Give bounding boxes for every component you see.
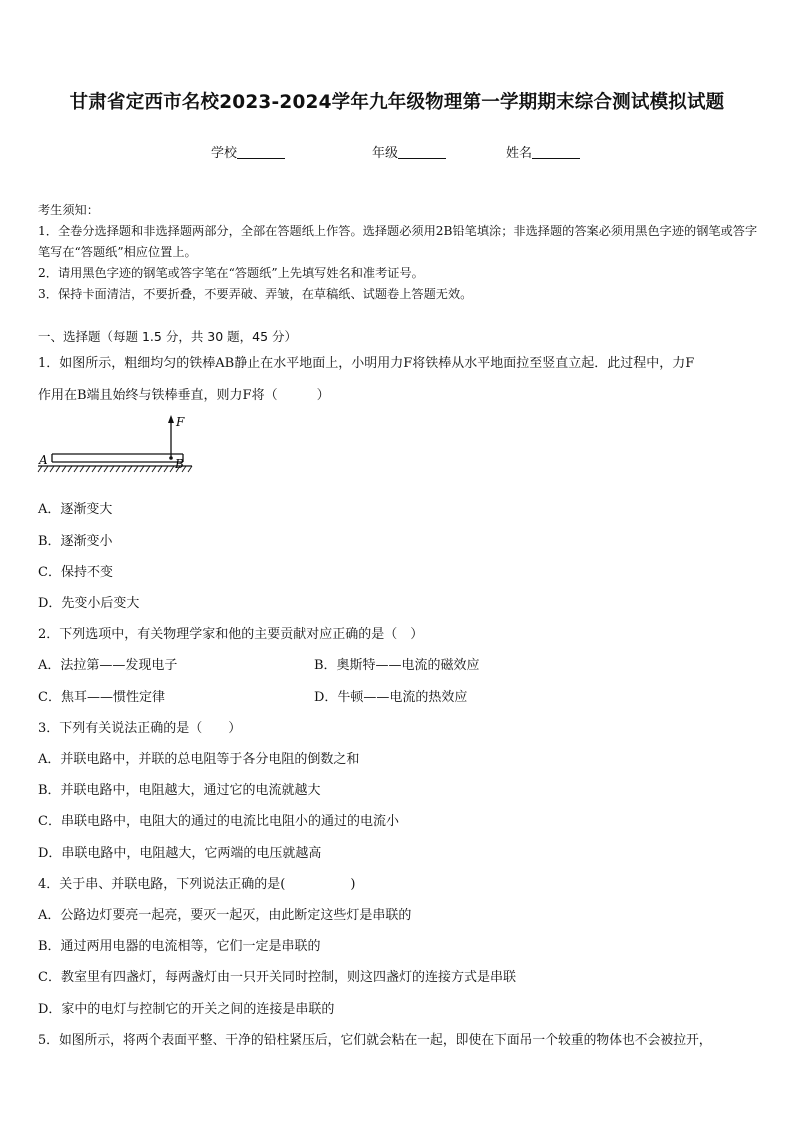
section-heading-choice: 一、选择题（每题 1.5 分，共 30 题，45 分）: [38, 329, 298, 344]
q3-option-c: C．串联电路中，电阻大的通过的电流比电阻小的通过的电流小: [38, 814, 399, 829]
q1-option-a: A．逐渐变大: [38, 502, 113, 517]
q2-stem: 2．下列选项中，有关物理学家和他的主要贡献对应正确的是（ ）: [38, 627, 424, 642]
name-field: [506, 142, 580, 161]
q1-iron-rod-figure: [36, 412, 196, 480]
q3-option-d: D．串联电路中，电阻越大，它两端的电压就越高: [38, 846, 322, 861]
q4-option-d: D．家中的电灯与控制它的开关之间的连接是串联的: [38, 1002, 335, 1017]
q2-option-a: A．法拉第——发现电子: [38, 658, 178, 673]
page-title: 甘肃省定西市名校2023-2024学年九年级物理第一学期期末综合测试模拟试题: [69, 92, 725, 113]
school-blank: [237, 145, 285, 159]
grade-blank: [398, 145, 446, 159]
grade-field: [372, 142, 446, 161]
q2-option-b: B．奥斯特——电流的磁效应: [314, 658, 480, 673]
q4-option-c: C．教室里有四盏灯，每两盏灯由一只开关同时控制，则这四盏灯的连接方式是串联: [38, 970, 516, 985]
school-field: [211, 142, 285, 161]
q2-option-c: C．焦耳——惯性定律: [38, 690, 165, 705]
notice-item-2: 2．请用黑色字迹的钢笔或答字笔在“答题纸”上先填写姓名和准考证号。: [38, 266, 424, 280]
q1-option-d: D．先变小后变大: [38, 596, 140, 611]
student-info-row: [0, 142, 794, 162]
q4-option-b: B．通过两用电器的电流相等，它们一定是串联的: [38, 939, 321, 954]
grade-label: 年级: [372, 146, 399, 161]
notice-heading: 考生须知：: [38, 203, 99, 217]
q5-stem: 5．如图所示，将两个表面平整、干净的铅柱紧压后，它们就会粘在一起，即使在下面吊一个较重的物体也不会被拉开，: [38, 1033, 712, 1048]
label-a: A: [39, 453, 48, 467]
q1-stem-line2: 作用在B端且始终与铁棒垂直，则力F将（ ）: [38, 388, 330, 403]
q4-option-a: A．公路边灯要亮一起亮，要灭一起灭，由此断定这些灯是串联的: [38, 908, 412, 923]
q4-stem: 4．关于串、并联电路，下列说法正确的是( ): [38, 877, 356, 892]
label-f: F: [176, 415, 185, 429]
label-b: B: [175, 457, 184, 471]
q3-option-a: A．并联电路中，并联的总电阻等于各分电阻的倒数之和: [38, 752, 360, 767]
q1-stem-line1: 1．如图所示，粗细均匀的铁棒AB静止在水平地面上，小明用力F将铁棒从水平地面拉至竖直立起．此过程中，力F: [38, 356, 695, 371]
school-label: 学校: [211, 146, 238, 161]
q3-option-b: B．并联电路中，电阻越大，通过它的电流就越大: [38, 783, 321, 798]
notice-item-1: 1．全卷分选择题和非选择题两部分，全部在答题纸上作答。选择题必须用2B铅笔填涂；非选择题的答案必须用黑色字迹的钢笔或答字笔写在“答题纸”相应位置上。: [38, 224, 758, 259]
name-blank: [532, 145, 580, 159]
q1-option-b: B．逐渐变小: [38, 534, 113, 549]
name-label: 姓名: [506, 146, 533, 161]
q3-stem: 3．下列有关说法正确的是（ ）: [38, 721, 242, 736]
q2-option-d: D．牛顿——电流的热效应: [314, 690, 468, 705]
notice-item-3: 3．保持卡面清洁，不要折叠，不要弄破、弄皱，在草稿纸、试题卷上答题无效。: [38, 287, 473, 301]
force-arrow-head: [168, 415, 174, 423]
q1-option-c: C．保持不变: [38, 565, 113, 580]
